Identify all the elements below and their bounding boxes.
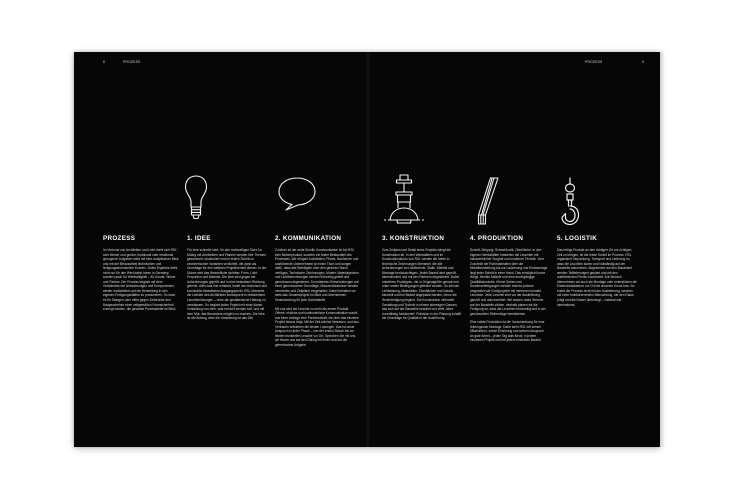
speech-bubble-icon (277, 176, 317, 212)
column-paragraph: Eine solide Produktion ist die Voraussetzung für eine reibungslose Montage. Dafür steht RSL mit seinen Mitarbeitern, seiner Erfahrung und seinem Anspruch an gute Arbeit – jeden Tag aufs Neue, in jedem einzelnen Projekt und bei jedem einzelnen Bauteil. (470, 320, 545, 343)
magazine-spread (74, 52, 660, 447)
column-prozess (103, 235, 179, 312)
left-page-number: 8 (103, 60, 105, 64)
pendant-lamp-icon (382, 172, 426, 228)
column-idee (187, 235, 267, 321)
column-paragraph: Das fertige Produkt an den richtigen Ort zur richtigen Zeit zu bringen, ist der letzte Schritt im Prozess. RSL organisiert Verpackung, Transport und Lieferung so, dass die Leuchten sicher und vollständig auf der Baustelle ankommen. Abgestimmt auf den Bauablauf werden Teillieferungen geplant und mit den ausführenden Firmen koordiniert. Auf Wunsch übernehmen wir auch die Montage oder unterstützen die Elektroinstallateure vor Ort mit unserem Know-how. So endet der Prozess nicht mit der Auslieferung, sondern mit einer funktionierenden Beleuchtung, die den Raum prägt und die Nutzer überzeugt – national wie international. (557, 248, 637, 307)
column-produktion (470, 235, 548, 343)
pipe-component-icon (474, 175, 502, 229)
column-title: 2. KOMMUNIKATION (275, 235, 342, 242)
column-paragraph: Im Verbund von Architektur und Licht dreht sich RSL' sehr kleiner und großer, funktional oder emotional gezogener Aufgaben stets mit dem analytischen Blick und mit der Bewusstheit technischen und fertigungstechnischen Konnex. Jedes Ergebnis steht nicht nur für den Wert dabei Ideen in Germany, sondern auch für Werthaltigkeit – für Kunde, Nutzer und Partner. Der Prozess beginnt mit dem Verständnis der Anforderungen und Komponenten, wieder maßstäblich auf die Herstellung in den eigenen Fertigungsstätten zu produzieren. So kann es für Stangen oder offen gegen Zeitdrücke den Baugeschehen einer zeitgemäßen Formsicherheit erzeugt werden, die gesamte Prozesskette im Blick. (103, 248, 179, 312)
right-page-number: 9 (642, 60, 644, 64)
light-bulb-icon (184, 174, 208, 222)
column-title: 3. KONSTRUKTION (382, 235, 445, 242)
page-edge (660, 52, 664, 447)
column-konstruktion (382, 235, 462, 321)
column-title: 1. IDEE (187, 235, 211, 242)
column-logistik (557, 235, 637, 307)
column-paragraph: Mit uns wird die Leuchte zu mehr als einem Produkt. Offene, ehrliche und kontinuierliche Kommunikation macht aus einer Anfrage eine Partnerschaft, die über das einzelne Projekt hinaus trägt. Mit der Zeit wächst Vertrauen, und aus Vertrauen entstehen die besten Lösungen. Das ist unser Anspruch in jeder Phase – von der ersten Skizze bis zur letzten montierten Leuchte vor Ort. Sprechen Sie mit uns, wir freuen uns auf den Dialog mit Ihnen und auf die gemeinsame Aufgabe. (275, 306, 359, 347)
column-kommunikation (275, 235, 359, 347)
column-title: 5. LOGISTIK (557, 235, 598, 242)
column-title: 4. PRODUKTION (470, 235, 524, 242)
column-paragraph: Vom Zeitplan und Detail eines Projekts hängt die Konstruktion ab. In den Werkstätten und im Konstruktionsbüro von RSL werden die Ideen in technische Zeichnungen übersetzt, die alle Anforderungen an Lichttechnik, Statik, Elektrik und Montage berücksichtigen. Jedes Bauteil wird geprüft, dimensioniert und mit den Partnern abgestimmt. Dabei entstehen Prototypen, die in Originalgröße gebaut und unter realen Bedingungen getestet werden. So können Lichtwirkung, Materialien, Oberflächen und Details beurteilt und bei Bedarf angepasst werden, bevor die Serienfertigung beginnt. Die Konstruktion verbindet Gestaltung und Technik zu einem stimmigen Ganzen, das sich auf der Baustelle bewährt und viele Jahre zuverlässig funktioniert. Präzision in der Planung schafft die Grundlage für Qualität in der Ausführung. (382, 248, 461, 321)
column-paragraph: Für eine schnelle Idee, für den rechtzeitigen Start: Im Dialog mit Architekten und Planern werden ihre Themen gesammelt, strukturiert und im ersten Schritt zu zeichnerischen Varianten verdichtet, die dann als Grundlage für den weiteren Projektverlauf dienen. In der Skizze wird das Wesentliche sichtbar: Form, Licht, Proportion und Material. Die Idee wird gegen die Anforderungen geprüft und in eine belastbare Richtung gelenkt. Alles was hier entsteht, bildet den technisch und konstruktiv belastbaren Ausgangspunkt. RSL übersetzt die Leitidee des Architekten konsequent in realisierbare Leuchtenlösungen – ohne die gestalterische Haltung zu verwässern. So beginnt jedes Projekt mit einer klaren Vorstellung von dem, was erreicht werden soll, und mit dem Mut, das Besondere möglich zu machen. Die Idee ist der Anfang, aber die Umsetzung ist das Ziel. (187, 248, 267, 321)
crane-hook-icon (559, 176, 581, 228)
column-paragraph: Zuhören ist der erste Schritt: Kommunikation ist bei RSL kein Nebenprodukt, sondern ein fester Bestandteil des Prozesses. Wir bringen Architekten, Planer, Bauherren und ausführende Unternehmen an einen Tisch und sorgen dafür, dass alle Beteiligten über den gleichen Stand verfügen. Technische Zeichnungen, Muster, Materialproben und Lichtberechnungen werden frühzeitig geteilt und gemeinsam abgestimmt. So entstehen Entscheidungen auf einer gemeinsamen Grundlage, Missverständnisse werden vermieden und Zeitpläne eingehalten. Dabei behalten wir stets das Gesamtprojekt im Blick und übernehmen Verantwortung für jede Schnittstelle. (275, 248, 359, 303)
column-title: PROZESS (103, 235, 136, 242)
left-running-head: PROZESS (123, 60, 141, 64)
right-running-head: PROZESS (585, 60, 603, 64)
spread-gutter (366, 52, 370, 447)
column-paragraph: Schnitt, Biegung, Schweißnaht, Oberfläche: In den eigenen Werkstätten entstehen die Leuchten mit handwerklicher Sorgfalt und moderner Technik. Vom Zuschnitt der Rohmaterialien über die Metallbearbeitung bis zur Lackierung und Endmontage liegt jeder Schritt in einer Hand. Das ermöglicht kurze Wege, flexible Abläufe und eine durchgängige Qualitätskontrolle. Kleine Serien und Sonderanfertigungen werden ebenso präzise umgesetzt wie Großprojekte mit mehreren hundert Leuchten. Jede Leuchte wird vor der Auslieferung geprüft und dokumentiert. Wir wissen, dass Termine auf der Baustelle zählen, deshalb planen wir die Fertigung so, dass die Leuchten rechtzeitig und in der gewünschten Reihenfolge bereitstehen. (470, 248, 548, 316)
